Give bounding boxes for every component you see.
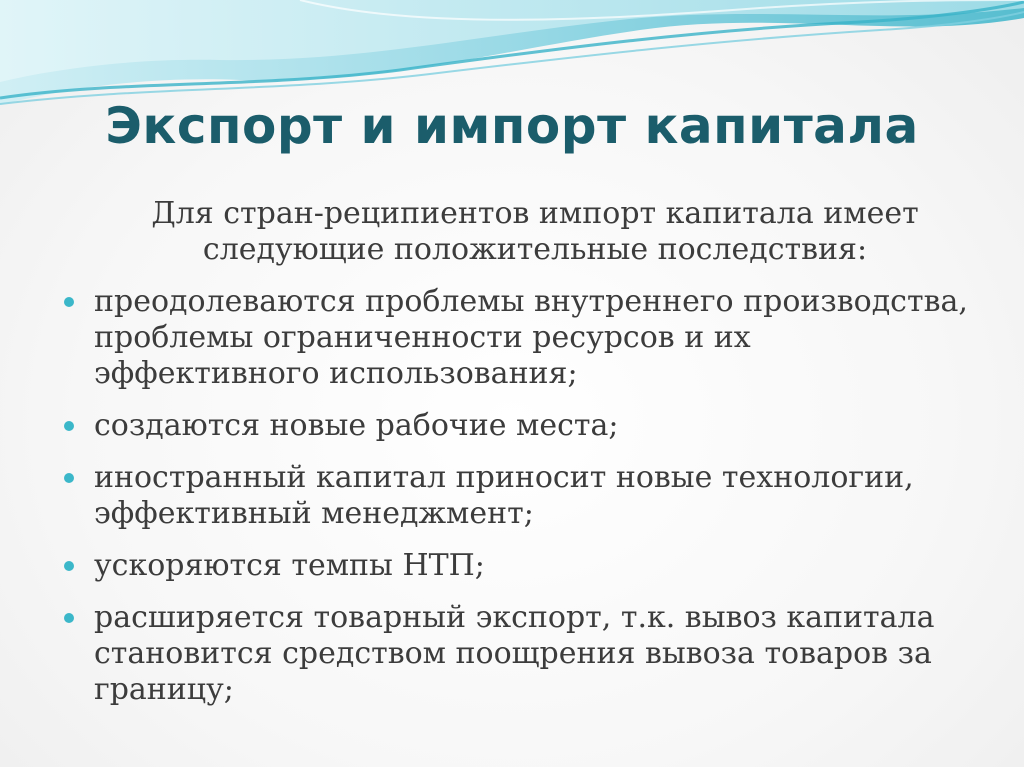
bullet-dot-icon: [64, 297, 74, 307]
list-item: [60, 284, 980, 392]
list-item: [60, 408, 980, 444]
bullet-text: создаются новые рабочие места;: [94, 408, 619, 443]
bullet-dot-icon: [64, 613, 74, 623]
bullet-text: иностранный капитал приносит новые технологии, эффективный менеджмент;: [94, 460, 914, 531]
slide-title: Экспорт и импорт капитала: [105, 97, 919, 155]
bullet-list: [60, 284, 980, 724]
bullet-text: ускоряются темпы НТП;: [94, 548, 485, 583]
bullet-dot-icon: [64, 473, 74, 483]
list-item: [60, 600, 980, 708]
intro-text: Для стран-реципиентов импорт капитала имеет следующие положительные последствия:: [151, 196, 919, 267]
bullet-dot-icon: [64, 421, 74, 431]
bullet-text: расширяется товарный экспорт, т.к. вывоз капитала становится средством поощрения вывоза товаров за границу;: [94, 600, 935, 707]
list-item: [60, 548, 980, 584]
bullet-text: преодолеваются проблемы внутреннего производства, проблемы ограниченности ресурсов и их эффективного использования;: [94, 284, 968, 391]
list-item: [60, 460, 980, 532]
bullet-dot-icon: [64, 561, 74, 571]
